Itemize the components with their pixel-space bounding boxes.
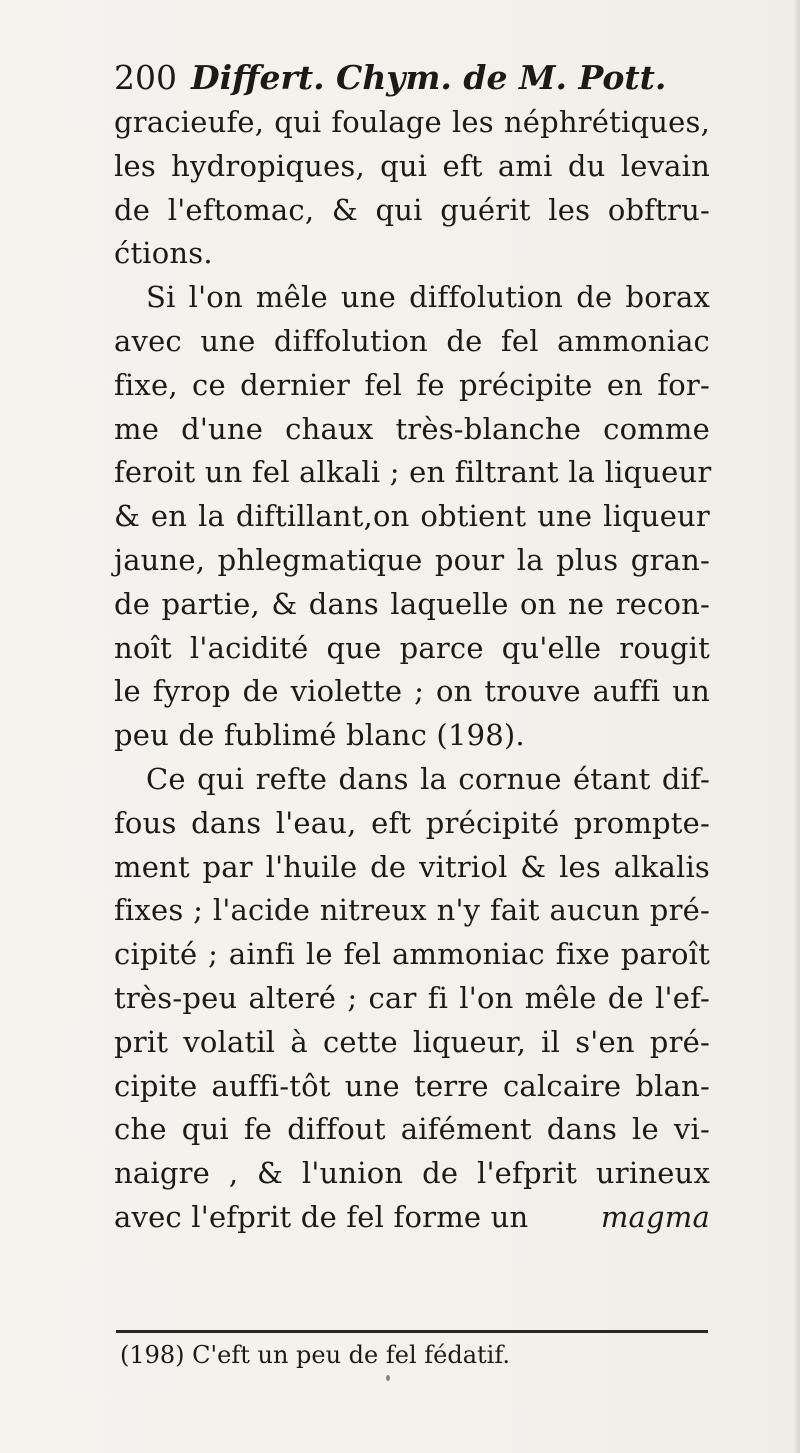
text-line: che qui fe diffout aifément dans le vi- (114, 1112, 710, 1147)
paragraph-start-line: Si l'on mêle une diffolution de borax (146, 280, 710, 315)
text-line: ment par l'huile de vitriol & les alkalis (114, 849, 710, 884)
running-title: Differt. Chym. de M. Pott. (191, 58, 667, 97)
ink-speck (386, 1375, 390, 1381)
page-number: 200 (114, 58, 177, 97)
italic-term: magma (600, 1199, 710, 1234)
text-line: cipite auffi-tôt une terre calcaire blan- (114, 1068, 710, 1103)
text-line: cipité ; ainfi le fel ammoniac fixe paroît (114, 937, 710, 972)
text-line: naigre , & l'union de l'efprit urineux (114, 1156, 710, 1191)
final-text-line (114, 1196, 710, 1240)
text-line: & en la diftillant,on obtient une liqueur (114, 499, 710, 534)
text-line: de l'eftomac, & qui guérit les obftru- (114, 192, 710, 227)
text-line: gracieufe, qui foulage les néphrétiques, (114, 105, 710, 139)
text-line: feroit un fel alkali ; en filtrant la liqueur (114, 455, 712, 490)
text-line: noît l'acidité que parce qu'elle rougit (114, 630, 710, 665)
text-line: ćtions. (114, 236, 213, 271)
text-line: prit volatil à cette liqueur, il s'en pré- (114, 1024, 710, 1059)
text-line: de partie, & dans laquelle on ne recon- (114, 586, 710, 621)
text-line: le fyrop de violette ; on trouve auffi un (114, 674, 710, 709)
text-line: avec une diffolution de fel ammoniac (114, 323, 710, 358)
text-line: fixe, ce dernier fel fe précipite en for- (114, 367, 710, 402)
footnote-rule (116, 1330, 708, 1333)
text-line: fous dans l'eau, eft précipité prompte- (114, 805, 710, 840)
text-line: me d'une chaux très-blanche comme (114, 411, 710, 446)
text-line: jaune, phlegmatique pour la plus gran- (114, 542, 710, 577)
text-line-segment: avec l'efprit de fel forme un (114, 1199, 529, 1234)
main-text (114, 101, 710, 1240)
text-line: fixes ; l'acide nitreux n'y fait aucun pré- (114, 893, 710, 928)
text-line: très-peu alteré ; car fi l'on mêle de l'ef- (114, 980, 710, 1015)
paragraph-start-line: Ce qui refte dans la cornue étant dif- (146, 761, 710, 796)
text-line: peu de fublimé blanc (198). (114, 718, 525, 753)
text-line: les hydropiques, qui eft ami du levain (114, 148, 710, 183)
page-header (114, 58, 714, 98)
footnote: (198) C'eft un peu de fel fédatif. (120, 1341, 510, 1369)
page-edge (794, 0, 800, 1453)
